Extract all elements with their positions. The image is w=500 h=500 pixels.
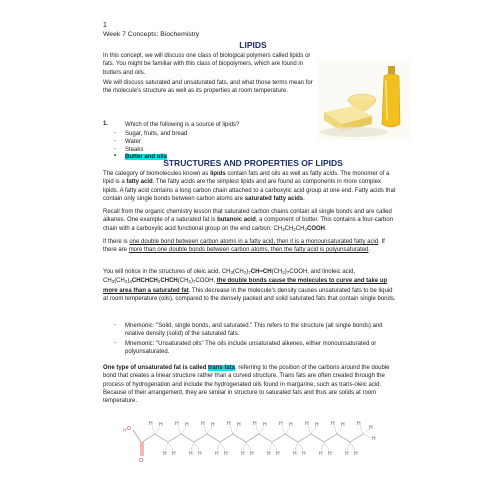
svg-text:H: H <box>276 451 280 457</box>
svg-text:H: H <box>149 421 153 427</box>
trans-fatty-acid-structure <box>123 420 383 466</box>
svg-text:H: H <box>227 421 231 427</box>
svg-text:H: H <box>163 451 167 457</box>
question-number: 1. <box>103 121 109 127</box>
svg-text:H: H <box>345 451 349 457</box>
paragraph-trans-fats: One type of unsaturated fat is called trans fats, referring to the position of the carbons around the double bond that creates a linear structure rather than a curved structure. Trans fats are often created through the process of hydrogenation and include the hydrogenated oils found in margarine, such as trans-oleic acid. Because of their arrangement, they are similar in structure to saturated fats and thus are solids at room temperature. <box>103 365 390 405</box>
svg-text:H: H <box>319 451 323 457</box>
lipids-intro-2: We will discuss saturated and unsaturated fats, and what those terms mean for the molecule's structure as well as its properties at room temperature. <box>103 80 313 95</box>
svg-text:H: H <box>354 451 358 457</box>
mnemonic-bullet: - <box>114 340 116 346</box>
week-title: Week 7 Concepts: Biochemistry <box>103 31 200 38</box>
option-bullet: - <box>114 138 116 144</box>
svg-text:H: H <box>250 451 254 457</box>
svg-text:H: H <box>305 421 309 427</box>
svg-text:H: H <box>215 451 219 457</box>
butter-and-oil-image <box>318 60 410 140</box>
svg-text:H: H <box>279 421 283 427</box>
paragraph-oleic-linoleic: You will notice in the structures of oleic acid, $CH_3(CH_2)_7CH=CH(CH_2)_7COOH$, and linoleic acid, $CH_3(CH_2)_4CHCHCH_2CHCH(CH_2)_7COOH$, the double bonds cause the molecules to curve and take up more area than a saturated fat. This decrease in the molecule's density causes unsaturated fats to be liquid at room temperature (oils), compared to the densely packed and solid saturated fats that contain single bonds. <box>103 269 396 302</box>
svg-text:H: H <box>263 422 267 428</box>
svg-text:O: O <box>127 426 131 432</box>
svg-text:H: H <box>302 451 306 457</box>
svg-text:H: H <box>369 425 373 431</box>
svg-text:H: H <box>267 451 271 457</box>
svg-text:H: H <box>159 422 163 428</box>
mnemonic-unsaturated: Mnemonic: "Unsaturated oils" The oils include unsaturated alkenes, either monounsaturated or polyunsaturated. <box>125 341 377 356</box>
option-bullet: - <box>114 146 116 152</box>
lipids-intro-1: In this concept, we will discuss one class of biological polymers called lipids or fats. You might be familiar with this class of biopolymers, which are found in butters and oils. <box>103 53 311 76</box>
svg-text:H: H <box>224 451 228 457</box>
mnemonic-bullet: - <box>114 322 116 328</box>
option-water: Water <box>125 139 141 145</box>
svg-text:H: H <box>172 451 176 457</box>
option-butter-correct: Butter and oils <box>125 154 168 160</box>
paragraph-lipids-definition: The category of biomolecules known as lipids contain fats and oils as well as fatty acids. The monomer of a lipid is a fatty acid. The fatty acids are the simplest lipids and are found as components in more complex lipids. A fatty acid contains a long carbon chain attached to a carboxylic acid group at one end. Fatty acids that contain only single bonds between carbon atoms are saturated fatty acids. <box>103 171 396 202</box>
svg-text:H: H <box>315 422 319 428</box>
svg-text:H: H <box>175 421 179 427</box>
option-bullet: - <box>114 130 116 136</box>
svg-text:H: H <box>253 421 257 427</box>
option-bullet-selected: • <box>114 153 117 159</box>
svg-text:H: H <box>198 451 202 457</box>
svg-text:H: H <box>289 422 293 428</box>
paragraph-unsaturation: If there is one double bond between carbon atoms in a fatty acid, then it is a monounsaturated fatty acid. If there are more than one double bonds between carbon atoms, then the fatty acid is polyunsaturated. <box>103 239 385 254</box>
svg-text:H: H <box>189 451 193 457</box>
svg-text:H: H <box>211 422 215 428</box>
svg-text:H: H <box>372 436 376 442</box>
svg-text:H: H <box>341 422 345 428</box>
structures-heading: STRUCTURES AND PROPERTIES OF LIPIDS <box>163 158 343 168</box>
mnemonic-saturated: Mnemonic: "Solid, single bonds, and saturated." This refers to the structure (all single bonds) and relative density (solid) of the saturated fats. <box>125 323 383 338</box>
svg-text:H: H <box>241 451 245 457</box>
svg-text:H: H <box>237 422 241 428</box>
svg-text:H: H <box>293 451 297 457</box>
option-sugar: Sugar, fruits, and bread <box>125 131 188 137</box>
question-text: Which of the following is a source of lipids? <box>125 122 240 128</box>
paragraph-butanoic-acid: Recall from the organic chemistry lesson that saturated carbon chains contain all single bonds and are called alkanes. One example of a saturated fat is butanoic acid, a component of butter. This contains a four-carbon chain with a carboxylic acid functional group on the end carbon: $CH_3CH_2CH_2COOH$. <box>103 209 394 232</box>
svg-text:H: H <box>201 421 205 427</box>
svg-text:H: H <box>357 421 361 427</box>
svg-text:H: H <box>331 421 335 427</box>
lipids-heading: LIPIDS <box>239 40 267 50</box>
page-number: 1 <box>103 22 107 29</box>
svg-text:H: H <box>328 451 332 457</box>
option-steaks: Steaks <box>125 147 144 153</box>
svg-text:H: H <box>123 428 127 434</box>
svg-text:O: O <box>139 458 143 464</box>
svg-text:H: H <box>185 422 189 428</box>
